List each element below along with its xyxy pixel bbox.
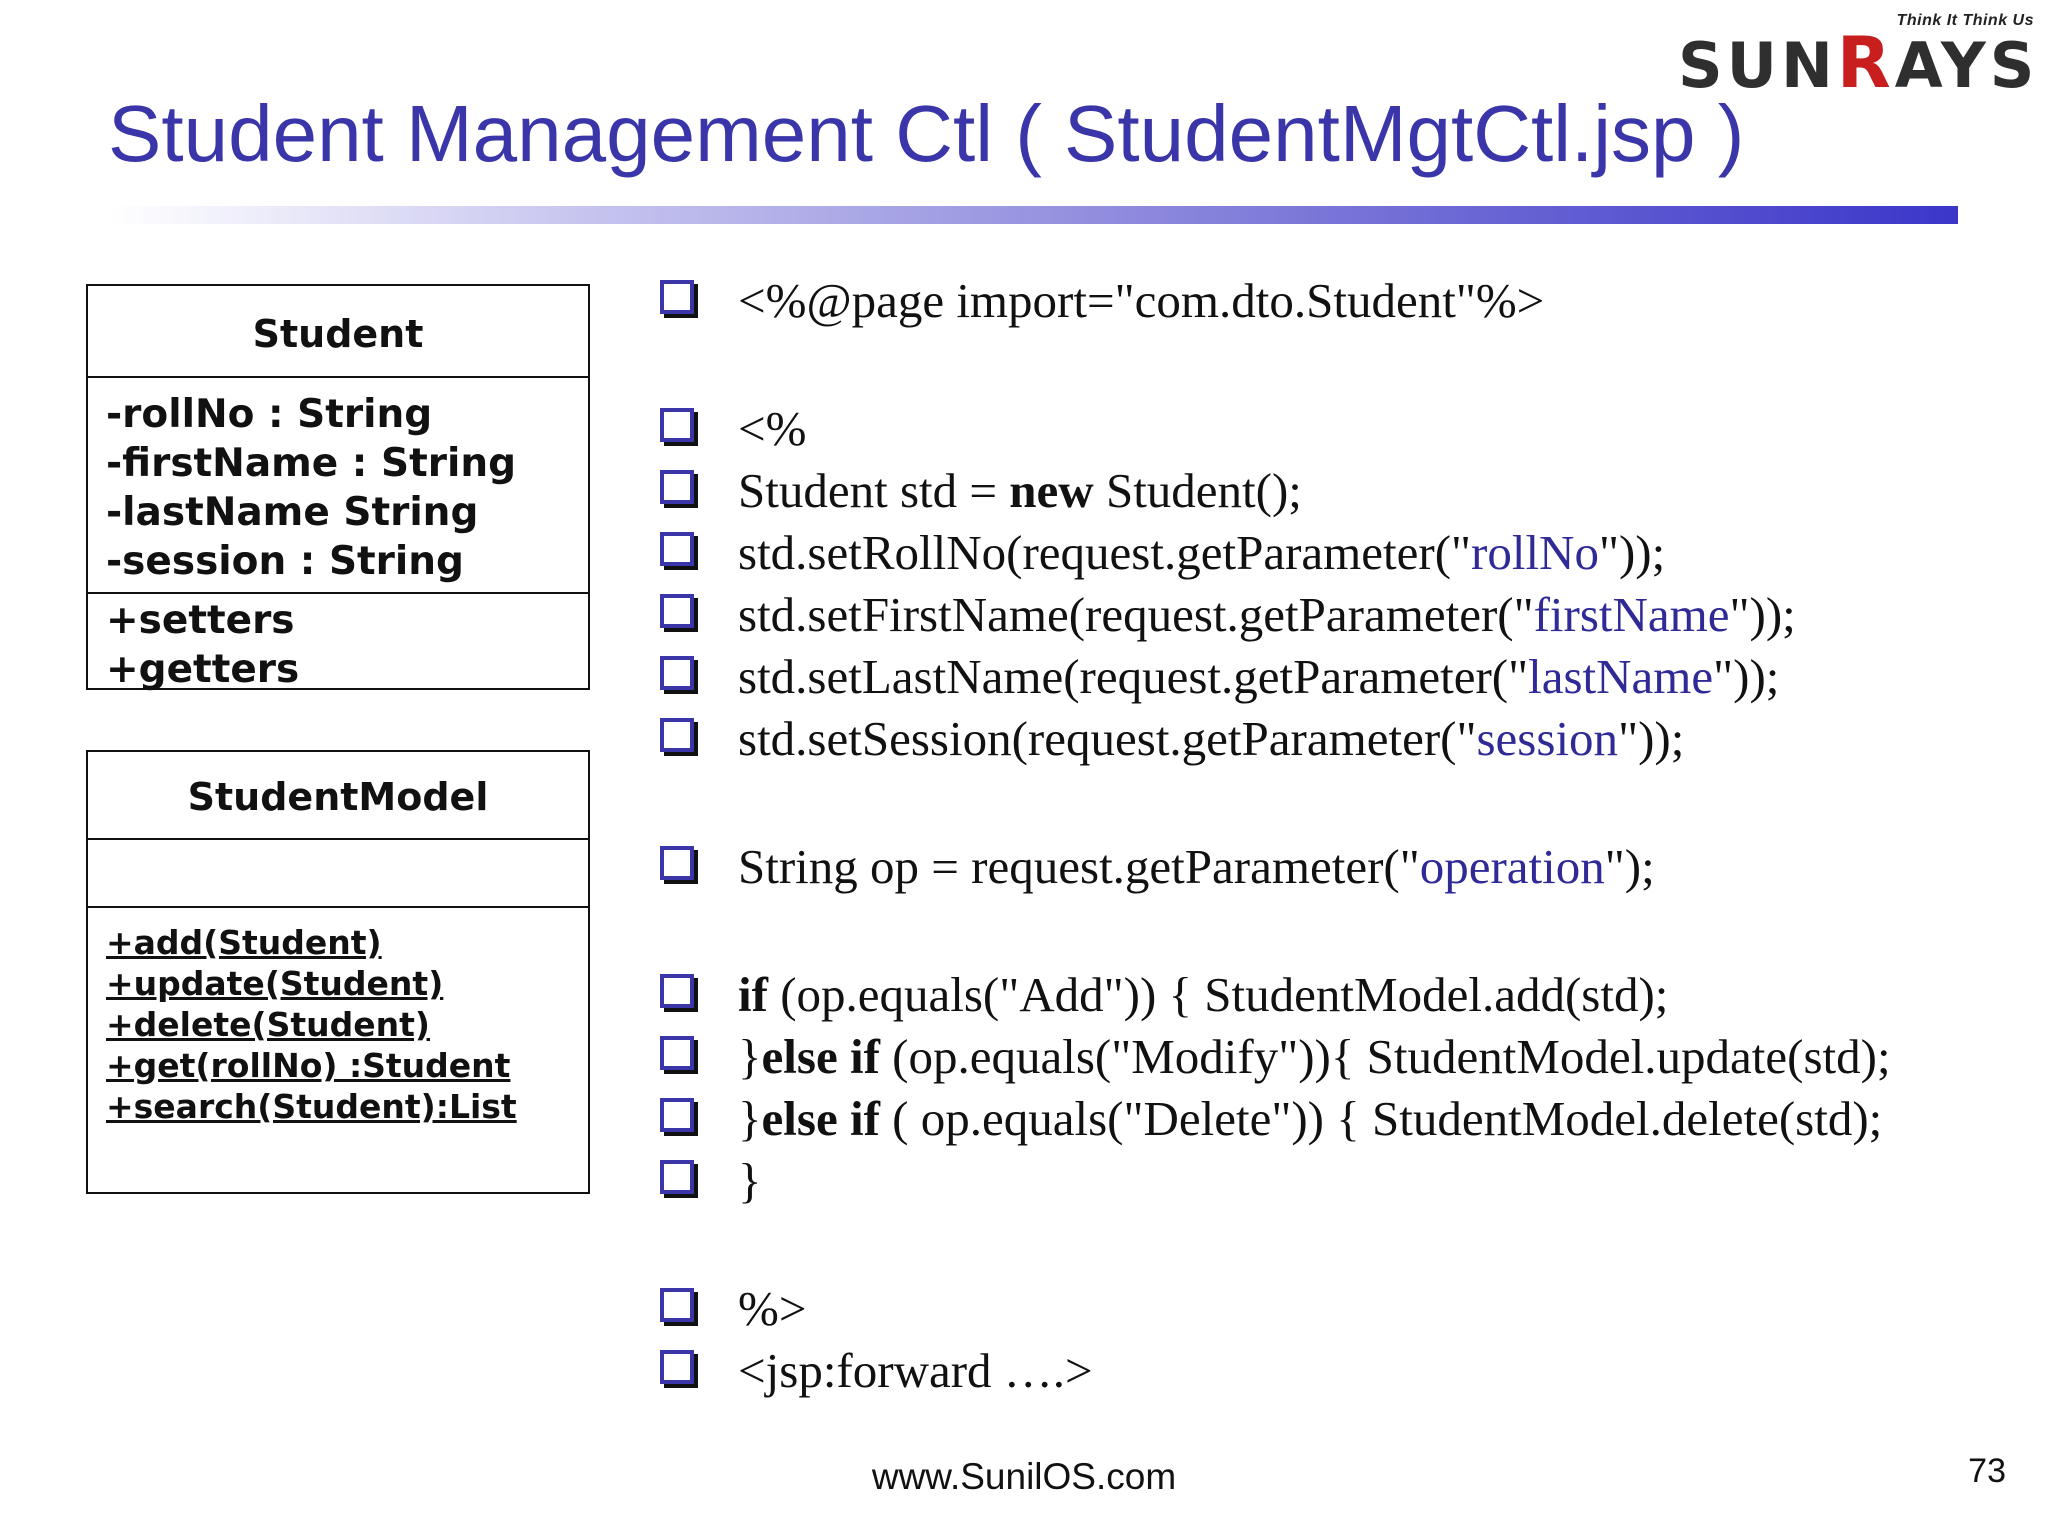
- uml-operations: [88, 594, 588, 694]
- uml-operation: +get(rollNo) :Student: [106, 1046, 511, 1085]
- square-bullet-icon: [660, 408, 694, 442]
- code-plain: "));: [1598, 525, 1666, 580]
- code-plain: String op = request.getParameter(": [738, 839, 1420, 894]
- square-bullet-icon: [660, 532, 694, 566]
- code-plain: "));: [1729, 587, 1796, 642]
- square-bullet-icon: [660, 594, 694, 628]
- code-plain: std.setSession(request.getParameter(": [738, 711, 1477, 766]
- code-param-name: lastName: [1528, 649, 1714, 704]
- uml-class-studentmodel: [86, 750, 590, 1194]
- code-text: [738, 708, 1684, 770]
- square-bullet-icon: [660, 1036, 694, 1070]
- uml-attribute: -session : String: [106, 539, 464, 584]
- code-text: [738, 522, 1665, 584]
- square-bullet-icon: [660, 974, 694, 1008]
- square-bullet-icon: [660, 1098, 694, 1132]
- code-param-name: firstName: [1533, 587, 1730, 642]
- code-param-name: operation: [1419, 839, 1605, 894]
- code-plain: std.setLastName(request.getParameter(": [738, 649, 1529, 704]
- uml-operation: +setters: [106, 598, 295, 643]
- logo-brand-part: AYS: [1894, 29, 2039, 102]
- code-plain: }: [738, 1091, 762, 1146]
- uml-class-student: [86, 284, 590, 690]
- code-text: <%@page import="com.dto.Student"%>: [738, 273, 1545, 328]
- sunrays-logo: [1678, 12, 2039, 104]
- code-text: [738, 836, 1655, 898]
- square-bullet-icon: [660, 846, 694, 880]
- code-plain: Student std =: [738, 463, 1010, 518]
- square-bullet-icon: [660, 718, 694, 752]
- code-plain: std.setRollNo(request.getParameter(": [738, 525, 1472, 580]
- code-plain: std.setFirstName(request.getParameter(": [738, 587, 1534, 642]
- code-keyword: else if: [761, 1091, 880, 1146]
- uml-attributes-empty: [88, 840, 588, 908]
- uml-attributes: [88, 378, 588, 594]
- code-text: [738, 1026, 1891, 1088]
- uml-operation: +search(Student):List: [106, 1087, 517, 1126]
- code-text: [738, 1088, 1882, 1150]
- code-text: %>: [738, 1281, 807, 1336]
- page-number: 73: [1968, 1452, 2006, 1490]
- uml-class-name: Student: [88, 286, 588, 378]
- uml-operation: +delete(Student): [106, 1005, 430, 1044]
- square-bullet-icon: [660, 1288, 694, 1322]
- code-plain: Student();: [1093, 463, 1302, 518]
- square-bullet-icon: [660, 1160, 694, 1194]
- code-plain: (op.equals("Modify")){ StudentModel.update(std);: [879, 1029, 1891, 1084]
- title-underline-bar: [110, 206, 1958, 224]
- square-bullet-icon: [660, 656, 694, 690]
- uml-operations: [88, 908, 588, 1127]
- code-plain: ");: [1604, 839, 1655, 894]
- square-bullet-icon: [660, 470, 694, 504]
- square-bullet-icon: [660, 280, 694, 314]
- code-text: [738, 584, 1796, 646]
- code-plain: ( op.equals("Delete")) { StudentModel.delete(std);: [879, 1091, 1883, 1146]
- code-text: [738, 460, 1302, 522]
- uml-class-name: StudentModel: [88, 752, 588, 840]
- logo-brand-part: SUN: [1678, 29, 1837, 102]
- logo-brand-r: R: [1836, 22, 1895, 104]
- code-plain: }: [738, 1029, 762, 1084]
- code-text: }: [738, 1153, 762, 1208]
- square-bullet-icon: [660, 1350, 694, 1384]
- code-text: <%: [738, 401, 807, 456]
- code-param-name: session: [1476, 711, 1619, 766]
- code-plain: "));: [1713, 649, 1780, 704]
- uml-operation: +update(Student): [106, 964, 444, 1003]
- footer-url: www.SunilOS.com: [871, 1456, 1177, 1497]
- code-text: [738, 646, 1779, 708]
- code-keyword: else if: [761, 1029, 880, 1084]
- uml-attribute: -rollNo : String: [106, 392, 433, 437]
- code-text: [738, 964, 1668, 1026]
- uml-attribute: -firstName : String: [106, 441, 516, 486]
- code-keyword: if: [738, 967, 768, 1022]
- code-keyword: new: [1009, 463, 1094, 518]
- uml-attribute: -lastName String: [106, 490, 479, 535]
- code-plain: (op.equals("Add")) { StudentModel.add(std);: [767, 967, 1669, 1022]
- uml-operation: +add(Student): [106, 923, 382, 962]
- code-text: <jsp:forward ….>: [738, 1343, 1093, 1398]
- slide-title: Student Management Ctl ( StudentMgtCtl.jsp ): [108, 89, 1745, 178]
- uml-operation: +getters: [106, 647, 300, 692]
- code-plain: "));: [1618, 711, 1685, 766]
- logo-tagline: Think It Think Us: [1896, 12, 2034, 29]
- code-param-name: rollNo: [1471, 525, 1599, 580]
